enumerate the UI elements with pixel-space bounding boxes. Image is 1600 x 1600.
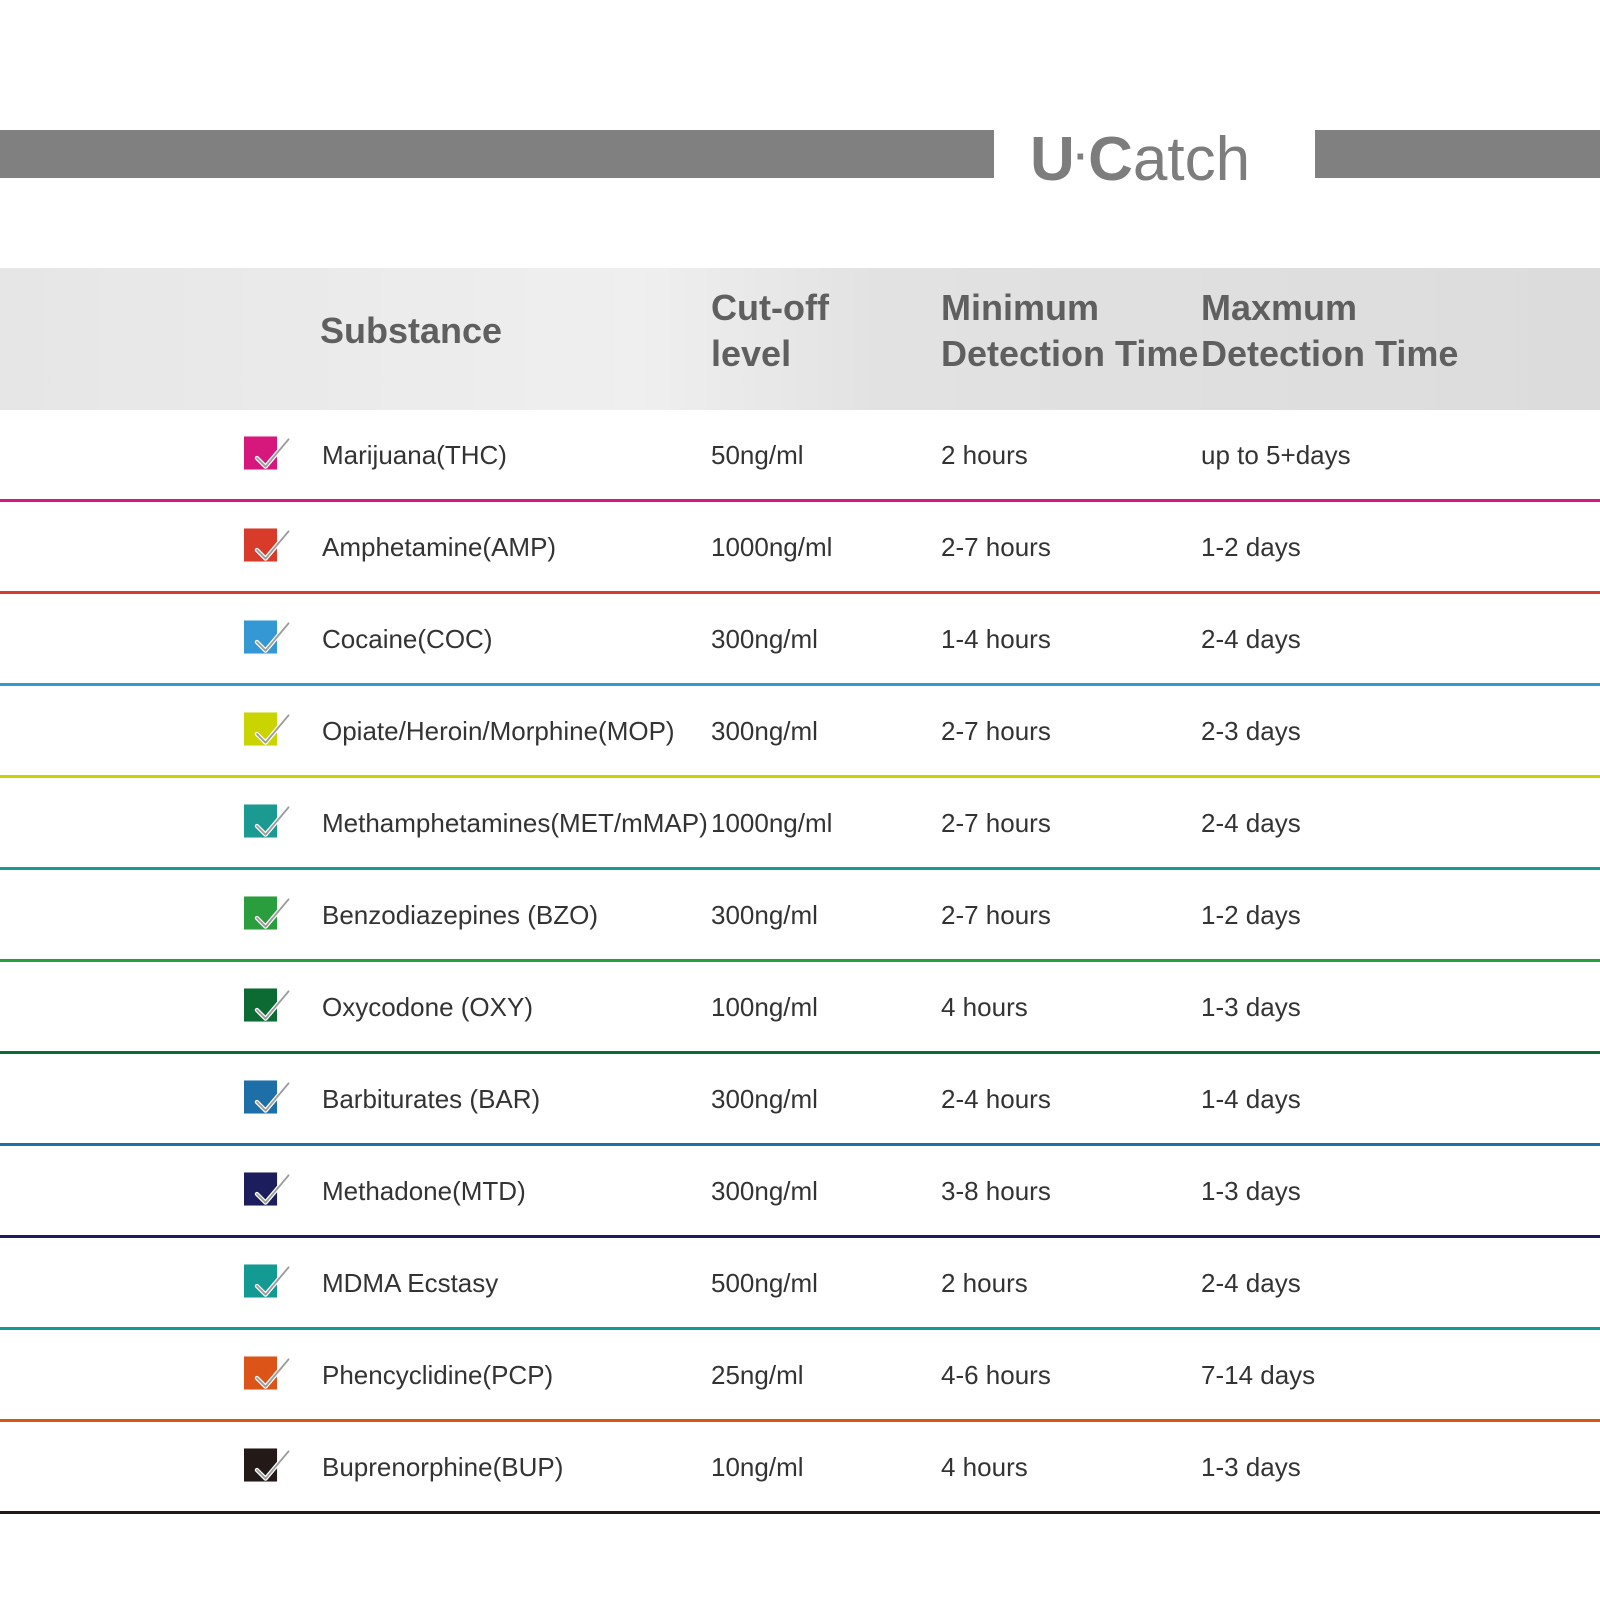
cutoff-level: 1000ng/ml	[711, 532, 833, 562]
header-min-line1: Minimum	[941, 287, 1099, 328]
checkbox-icon	[244, 982, 290, 1028]
cutoff-level: 25ng/ml	[711, 1360, 804, 1390]
table-row	[0, 1330, 1600, 1422]
substance-name: Cocaine(COC)	[322, 624, 493, 654]
max-detection-time: 1-3 days	[1201, 1176, 1301, 1206]
logo-c: C	[1088, 125, 1133, 194]
cutoff-level: 1000ng/ml	[711, 808, 833, 838]
substance-name: Methadone(MTD)	[322, 1176, 526, 1206]
substance-name: Buprenorphine(BUP)	[322, 1452, 564, 1482]
table-row	[0, 1054, 1600, 1146]
max-detection-time: 1-3 days	[1201, 1452, 1301, 1482]
table-row	[0, 778, 1600, 870]
cutoff-level: 300ng/ml	[711, 1176, 818, 1206]
header-cutoff	[711, 285, 829, 377]
cutoff-level: 100ng/ml	[711, 992, 818, 1022]
header-substance: Substance	[320, 310, 503, 351]
min-detection-time: 4 hours	[941, 992, 1028, 1022]
svg-text:U·Catch	[1030, 125, 1250, 194]
cutoff-level: 300ng/ml	[711, 1084, 818, 1114]
table-row	[0, 502, 1600, 594]
min-detection-time: 4-6 hours	[941, 1360, 1051, 1390]
max-detection-time: up to 5+days	[1201, 440, 1351, 470]
checkbox-icon	[244, 1350, 290, 1396]
min-detection-time: 3-8 hours	[941, 1176, 1051, 1206]
checkbox-icon	[244, 1074, 290, 1120]
min-detection-time: 2-7 hours	[941, 716, 1051, 746]
min-detection-time: 2-4 hours	[941, 1084, 1051, 1114]
max-detection-time: 1-4 days	[1201, 1084, 1301, 1114]
logo-atch: atch	[1132, 125, 1251, 194]
checkbox-icon	[244, 890, 290, 936]
ucatch-logo	[1030, 114, 1290, 194]
substance-name: Methamphetamines(MET/mMAP)	[322, 808, 708, 838]
cutoff-level: 50ng/ml	[711, 440, 804, 470]
max-detection-time: 2-4 days	[1201, 624, 1301, 654]
checkbox-icon	[244, 614, 290, 660]
min-detection-time: 2-7 hours	[941, 532, 1051, 562]
substance-name: Barbiturates (BAR)	[322, 1084, 541, 1114]
checkbox-icon	[244, 522, 290, 568]
substance-name: Oxycodone (OXY)	[322, 992, 533, 1022]
cutoff-level: 300ng/ml	[711, 716, 818, 746]
header-max-line1: Maxmum	[1201, 287, 1358, 328]
table-row	[0, 1146, 1600, 1238]
banner-bar-right	[1315, 130, 1600, 178]
checkbox-icon	[244, 430, 290, 476]
table-row	[0, 870, 1600, 962]
min-detection-time: 4 hours	[941, 1452, 1028, 1482]
logo-dot: ·	[1074, 135, 1089, 179]
max-detection-time: 2-4 days	[1201, 808, 1301, 838]
checkbox-icon	[244, 1258, 290, 1304]
substance-name: MDMA Ecstasy	[322, 1268, 499, 1298]
max-detection-time: 2-3 days	[1201, 716, 1301, 746]
checkbox-icon	[244, 798, 290, 844]
table-row	[0, 1422, 1600, 1514]
header-cutoff-line1: Cut-off	[711, 287, 829, 328]
table-row	[0, 962, 1600, 1054]
min-detection-time: 2-7 hours	[941, 808, 1051, 838]
substance-name: Amphetamine(AMP)	[322, 532, 557, 562]
header-min-line2: Detection Time	[941, 333, 1199, 374]
checkbox-icon	[244, 1442, 290, 1488]
table-row	[0, 410, 1600, 502]
min-detection-time: 1-4 hours	[941, 624, 1051, 654]
max-detection-time: 1-2 days	[1201, 900, 1301, 930]
max-detection-time: 1-2 days	[1201, 532, 1301, 562]
table-body	[0, 410, 1600, 1514]
checkbox-icon	[244, 1166, 290, 1212]
table-row	[0, 686, 1600, 778]
substance-name: Opiate/Heroin/Morphine(MOP)	[322, 716, 675, 746]
table-header	[0, 268, 1600, 410]
max-detection-time: 1-3 days	[1201, 992, 1301, 1022]
min-detection-time: 2-7 hours	[941, 900, 1051, 930]
logo-u: U	[1030, 125, 1075, 194]
cutoff-level: 300ng/ml	[711, 624, 818, 654]
checkbox-icon	[244, 706, 290, 752]
substance-name: Benzodiazepines (BZO)	[322, 900, 599, 930]
min-detection-time: 2 hours	[941, 440, 1028, 470]
substance-name: Phencyclidine(PCP)	[322, 1360, 554, 1390]
min-detection-time: 2 hours	[941, 1268, 1028, 1298]
header-min-detection	[941, 285, 1198, 377]
table-row	[0, 1238, 1600, 1330]
table-row	[0, 594, 1600, 686]
cutoff-level: 10ng/ml	[711, 1452, 804, 1482]
banner-bar-left	[0, 130, 994, 178]
cutoff-level: 300ng/ml	[711, 900, 818, 930]
cutoff-level: 500ng/ml	[711, 1268, 818, 1298]
header-max-detection	[1201, 285, 1458, 377]
substance-name: Marijuana(THC)	[322, 440, 507, 470]
max-detection-time: 7-14 days	[1201, 1360, 1316, 1390]
header-cutoff-line2: level	[711, 333, 792, 374]
max-detection-time: 2-4 days	[1201, 1268, 1301, 1298]
header-max-line2: Detection Time	[1201, 333, 1459, 374]
